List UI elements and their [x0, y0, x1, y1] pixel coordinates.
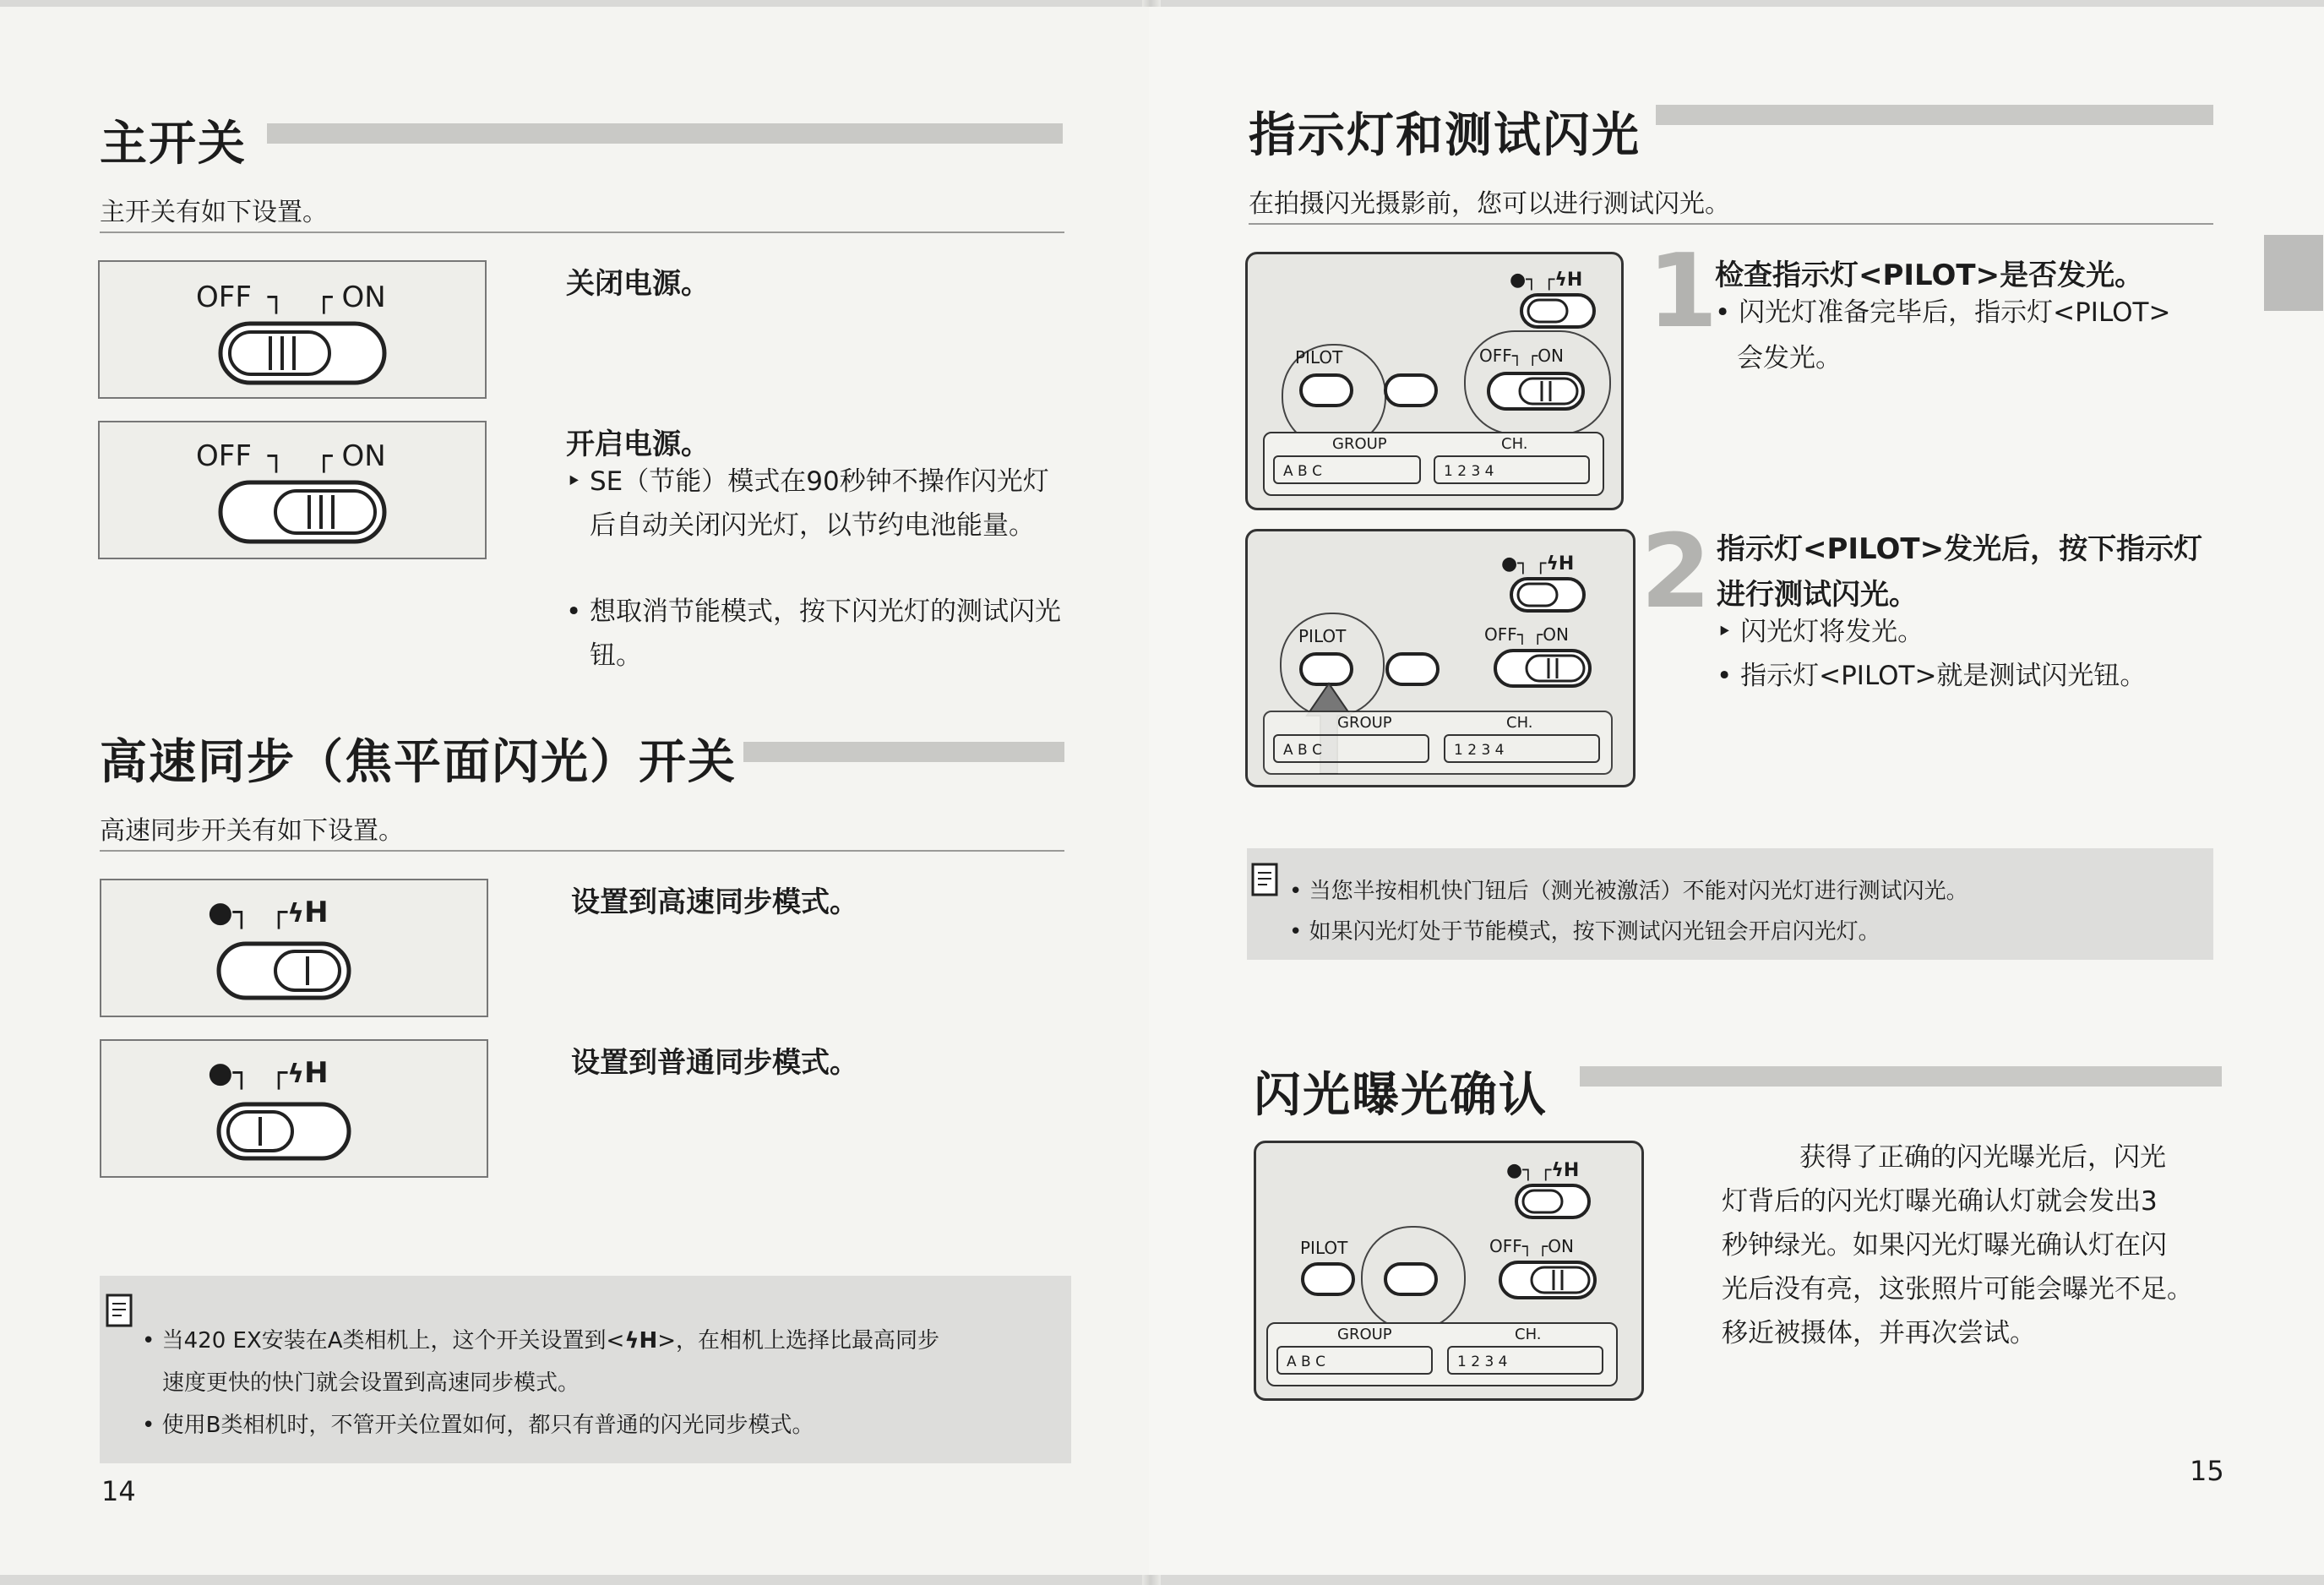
fec-text-3: 秒钟绿光。如果闪光灯曝光确认灯在闪	[1722, 1230, 2167, 1261]
step-1-heading: 检查指示灯<PILOT>是否发光。	[1715, 259, 2144, 292]
main-switch-title: 主开关	[100, 117, 247, 172]
on-label: ON	[341, 439, 386, 473]
right-page	[1149, 7, 2324, 1575]
title-bar	[267, 123, 1063, 144]
page-number: 15	[2190, 1455, 2224, 1487]
thumb-tab	[2264, 235, 2323, 311]
title-bar	[1580, 1066, 2222, 1087]
note-box	[1247, 848, 2213, 960]
hss-switch-hss-illustration: ●┐ ┌ϟH	[100, 879, 488, 1017]
hss-switch-intro: 高速同步开关有如下设置。	[100, 816, 404, 846]
fec-section-title: 闪光曝光确认	[1254, 1068, 1548, 1123]
normal-sync-switch-icon	[216, 1102, 351, 1161]
flash-rear-panel-illustration-3: ●┐ ┌ϟH PILOT OFF┐ ┌ON GROUP CH. A B C 1 2 3 4	[1254, 1141, 1644, 1401]
step-2-bullet-2: • 指示灯<PILOT>就是测试闪光钮。	[1717, 661, 2147, 691]
note-line-2: • 使用B类相机时，不管开关位置如何，都只有普通的闪光同步模式。	[142, 1413, 814, 1438]
note-line-1: • 当您半按相机快门钮后（测光被激活）不能对闪光灯进行测试闪光。	[1289, 879, 1968, 904]
step-2-bullet-1: ‣ 闪光灯将发光。	[1717, 617, 1924, 647]
step-1-bullet-cont: 会发光。	[1737, 343, 1842, 373]
on-state-heading: 开启电源。	[566, 428, 710, 461]
step-2-heading: 指示灯<PILOT>发光后，按下指示灯	[1717, 532, 2203, 566]
hss-switch-icon	[216, 941, 351, 1000]
flash-rear-panel-illustration-2: ●┐ ┌ϟH PILOT OFF┐ ┌ON GROUP CH. A B C 1 2 3 4	[1245, 529, 1636, 787]
pilot-section-title: 指示灯和测试闪光	[1249, 108, 1641, 163]
step-2-heading-cont: 进行测试闪光。	[1717, 578, 1918, 612]
on-label: ON	[341, 281, 386, 314]
divider	[1249, 223, 2213, 225]
slider-switch-icon	[218, 321, 387, 385]
off-label: OFF	[196, 281, 252, 314]
hss-symbol: H	[304, 1056, 329, 1090]
hss-switch-normal-illustration: ●┐ ┌ϟH	[100, 1039, 488, 1178]
note-line-2: • 如果闪光灯处于节能模式，按下测试闪光钮会开启闪光灯。	[1289, 919, 1880, 945]
page-number: 14	[101, 1475, 136, 1507]
hss-symbol: H	[304, 896, 329, 929]
fec-text-5: 移近被摄体，并再次尝试。	[1722, 1318, 2036, 1348]
title-bar	[1656, 105, 2213, 125]
step-1-number: 1	[1647, 233, 1718, 351]
hss-switch-title: 高速同步（焦平面闪光）开关	[100, 735, 737, 790]
title-bar	[743, 742, 1064, 762]
off-label: OFF	[196, 439, 252, 473]
left-page	[0, 7, 1149, 1575]
on-bullet-1: ‣ SE（节能）模式在90秒钟不操作闪光灯后自动关闭闪光灯，以节约电池能量。	[566, 466, 1049, 541]
main-switch-on-illustration: OFF ┐ ┌ ON	[98, 421, 487, 559]
main-switch-off-illustration: OFF ┐ ┌ ON	[98, 260, 487, 399]
fec-text-1: 获得了正确的闪光曝光后，闪光	[1799, 1142, 2166, 1173]
divider	[100, 231, 1064, 233]
step-1-bullet: • 闪光灯准备完毕后，指示灯<PILOT>	[1715, 297, 2171, 328]
note-icon	[105, 1293, 135, 1330]
on-bullet-2: • 想取消节能模式，按下闪光灯的测试闪光钮。	[566, 596, 1061, 671]
normal-state-heading: 设置到普通同步模式。	[571, 1046, 858, 1080]
note-icon	[1250, 862, 1281, 899]
flash-rear-panel-illustration: ●┐ ┌ϟH PILOT OFF┐ ┌ON GROUP CH. A B C 1 2 3 4	[1245, 252, 1624, 510]
pilot-section-intro: 在拍摄闪光摄影前，您可以进行测试闪光。	[1249, 189, 1730, 219]
divider	[100, 850, 1064, 852]
fec-text-2: 灯背后的闪光灯曝光确认灯就会发出3	[1722, 1186, 2158, 1217]
fec-text-4: 光后没有亮，这张照片可能会曝光不足。	[1722, 1274, 2193, 1304]
main-switch-intro: 主开关有如下设置。	[100, 198, 328, 227]
note-line-1-cont: 速度更快的快门就会设置到高速同步模式。	[162, 1370, 580, 1396]
step-2-number: 2	[1641, 514, 1712, 631]
off-state-heading: 关闭电源。	[566, 267, 710, 301]
slider-switch-icon	[218, 480, 387, 544]
note-box	[100, 1276, 1071, 1463]
note-line-1: • 当420 EX安装在A类相机上，这个开关设置到<ϟH>，在相机上选择比最高同步	[142, 1328, 940, 1354]
hss-state-heading: 设置到高速同步模式。	[571, 885, 858, 919]
